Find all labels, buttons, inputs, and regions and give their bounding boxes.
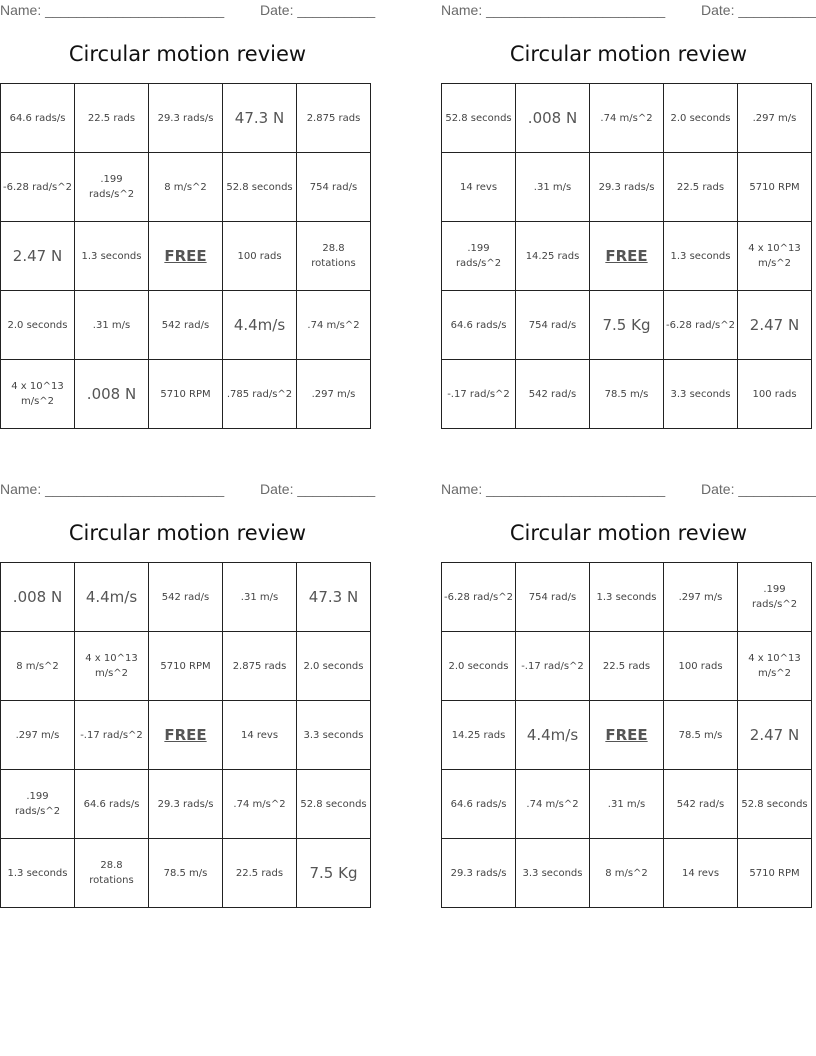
grid-cell: 2.47 N [738,291,812,360]
card-header [0,0,375,22]
grid-cell: 52.8 seconds [442,84,516,153]
grid-cell: 542 rad/s [664,770,738,839]
grid-cell: .31 m/s [75,291,149,360]
grid-cell: 4.4m/s [223,291,297,360]
grid-cell: 2.47 N [738,701,812,770]
grid-cell: 3.3 seconds [516,839,590,908]
grid-cell: 8 m/s^2 [590,839,664,908]
grid-row [442,360,812,429]
grid-cell: 2.875 rads [223,632,297,701]
grid-cell: 7.5 Kg [590,291,664,360]
grid-row [1,84,371,153]
grid-cell: 5710 RPM [738,153,812,222]
grid-row [442,770,812,839]
grid-cell: 22.5 rads [590,632,664,701]
card-title: Circular motion review [68,42,307,66]
grid-cell: 1.3 seconds [1,839,75,908]
grid-cell: 100 rads [664,632,738,701]
bingo-grid [441,562,812,908]
grid-cell: .31 m/s [590,770,664,839]
grid-cell: 754 rad/s [516,291,590,360]
grid-cell: 7.5 Kg [297,839,371,908]
grid-cell: 47.3 N [297,563,371,632]
grid-cell: 754 rad/s [516,563,590,632]
grid-cell: .199 rads/s^2 [442,222,516,291]
card-title: Circular motion review [68,521,307,545]
grid-cell: 64.6 rads/s [75,770,149,839]
grid-cell: 14 revs [223,701,297,770]
date-field-label: Date: __________ [701,481,816,497]
bingo-grid [441,83,812,429]
grid-row [1,632,371,701]
grid-cell: 47.3 N [223,84,297,153]
grid-row [442,222,812,291]
name-field-label: Name: _______________________ [0,481,225,497]
grid-cell: 4 x 10^13 m/s^2 [1,360,75,429]
grid-cell: 14 revs [664,839,738,908]
grid-cell: 5710 RPM [149,632,223,701]
grid-cell: .785 rad/s^2 [223,360,297,429]
grid-cell: .31 m/s [223,563,297,632]
grid-cell: 4 x 10^13 m/s^2 [738,632,812,701]
grid-cell: 1.3 seconds [590,563,664,632]
grid-cell: 4.4m/s [516,701,590,770]
grid-row [1,360,371,429]
grid-cell: 2.0 seconds [297,632,371,701]
bingo-grid [0,562,371,908]
grid-cell: 14 revs [442,153,516,222]
grid-cell: 4 x 10^13 m/s^2 [75,632,149,701]
grid-cell: 52.8 seconds [223,153,297,222]
grid-cell: 4 x 10^13 m/s^2 [738,222,812,291]
grid-row [442,153,812,222]
grid-cell: 14.25 rads [442,701,516,770]
grid-cell: .008 N [516,84,590,153]
grid-cell: 52.8 seconds [297,770,371,839]
grid-cell: 64.6 rads/s [1,84,75,153]
card-header [441,0,816,22]
grid-row [442,839,812,908]
grid-cell: 2.0 seconds [1,291,75,360]
date-field-label: Date: __________ [260,481,376,497]
grid-row [1,839,371,908]
grid-row [442,632,812,701]
card-title: Circular motion review [509,42,748,66]
grid-cell: .74 m/s^2 [516,770,590,839]
grid-row [1,153,371,222]
grid-cell: 78.5 m/s [149,839,223,908]
grid-cell: .199 rads/s^2 [75,153,149,222]
grid-cell: .199 rads/s^2 [738,563,812,632]
grid-cell: 22.5 rads [664,153,738,222]
name-field-label: Name: _______________________ [441,2,666,18]
grid-cell: 542 rad/s [149,563,223,632]
grid-cell: 1.3 seconds [664,222,738,291]
grid-cell: 78.5 m/s [590,360,664,429]
free-space: FREE [149,222,223,291]
grid-row [442,84,812,153]
grid-cell: .74 m/s^2 [223,770,297,839]
card-header [441,479,816,501]
grid-cell: 78.5 m/s [664,701,738,770]
free-space: FREE [590,222,664,291]
grid-cell: 28.8 rotations [297,222,371,291]
grid-row [1,563,371,632]
grid-cell: 5710 RPM [149,360,223,429]
grid-cell: 2.875 rads [297,84,371,153]
grid-cell: 2.0 seconds [442,632,516,701]
grid-cell: .74 m/s^2 [297,291,371,360]
grid-cell: 542 rad/s [516,360,590,429]
grid-cell: 754 rad/s [297,153,371,222]
grid-cell: 22.5 rads [75,84,149,153]
grid-cell: .008 N [1,563,75,632]
grid-cell: -.17 rad/s^2 [442,360,516,429]
grid-cell: .199 rads/s^2 [1,770,75,839]
grid-cell: 64.6 rads/s [442,291,516,360]
date-field-label: Date: __________ [260,2,376,18]
grid-row [442,563,812,632]
grid-cell: -6.28 rad/s^2 [664,291,738,360]
grid-cell: .008 N [75,360,149,429]
grid-cell: 2.0 seconds [664,84,738,153]
grid-cell: 29.3 rads/s [442,839,516,908]
grid-cell: 3.3 seconds [664,360,738,429]
grid-cell: .74 m/s^2 [590,84,664,153]
grid-row [442,701,812,770]
grid-cell: 4.4m/s [75,563,149,632]
grid-cell: 8 m/s^2 [1,632,75,701]
grid-cell: 29.3 rads/s [149,770,223,839]
grid-cell: -.17 rad/s^2 [516,632,590,701]
name-field-label: Name: _______________________ [441,481,666,497]
grid-cell: 29.3 rads/s [149,84,223,153]
grid-cell: .297 m/s [297,360,371,429]
grid-cell: 64.6 rads/s [442,770,516,839]
grid-cell: 100 rads [223,222,297,291]
bingo-grid [0,83,371,429]
grid-cell: 52.8 seconds [738,770,812,839]
grid-row [1,770,371,839]
grid-row [1,701,371,770]
date-field-label: Date: __________ [701,2,816,18]
grid-cell: 3.3 seconds [297,701,371,770]
grid-cell: .297 m/s [738,84,812,153]
grid-row [1,291,371,360]
grid-cell: 29.3 rads/s [590,153,664,222]
grid-cell: 8 m/s^2 [149,153,223,222]
grid-cell: 542 rad/s [149,291,223,360]
grid-cell: 22.5 rads [223,839,297,908]
card-title: Circular motion review [509,521,748,545]
grid-row [442,291,812,360]
card-header [0,479,375,501]
grid-cell: 28.8 rotations [75,839,149,908]
grid-cell: 100 rads [738,360,812,429]
grid-cell: -.17 rad/s^2 [75,701,149,770]
grid-cell: -6.28 rad/s^2 [1,153,75,222]
grid-cell: .297 m/s [1,701,75,770]
grid-cell: 14.25 rads [516,222,590,291]
grid-cell: .31 m/s [516,153,590,222]
grid-row [1,222,371,291]
grid-cell: .297 m/s [664,563,738,632]
free-space: FREE [590,701,664,770]
grid-cell: 1.3 seconds [75,222,149,291]
free-space: FREE [149,701,223,770]
grid-cell: -6.28 rad/s^2 [442,563,516,632]
grid-cell: 2.47 N [1,222,75,291]
grid-cell: 5710 RPM [738,839,812,908]
name-field-label: Name: _______________________ [0,2,225,18]
